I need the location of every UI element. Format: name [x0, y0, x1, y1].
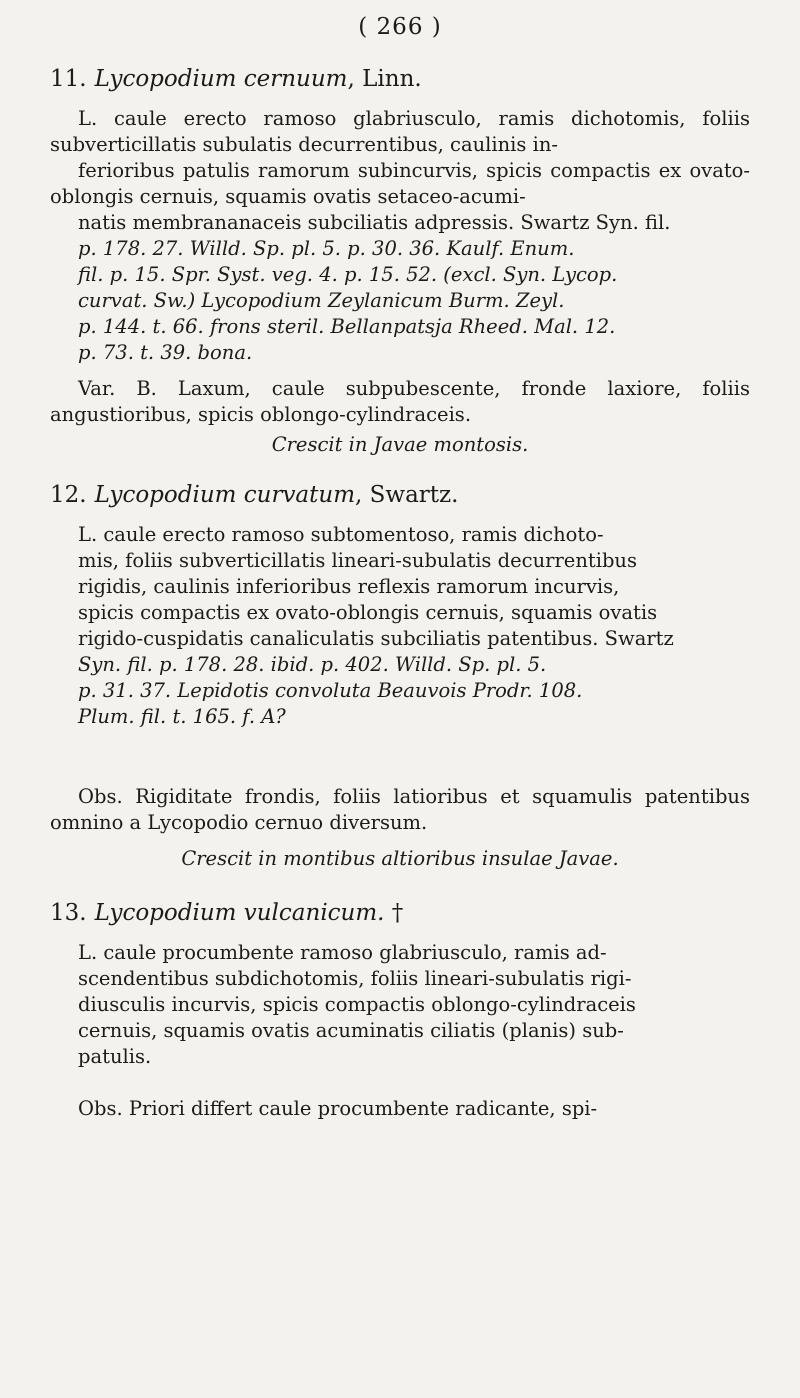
species-description: [50, 522, 750, 730]
species-description: [50, 940, 750, 1070]
species-number: 13.: [50, 900, 87, 926]
observation-note: Obs. Priori differt caule procumbente radicante, spi-: [78, 1097, 598, 1120]
species-name: Lycopodium vulcanicum.: [94, 900, 385, 926]
species-name: Lycopodium cernuum: [94, 66, 348, 92]
description-line: cernuis, squamis ovatis acuminatis ciliatis (planis) sub-: [78, 1019, 624, 1042]
description-line: diusculis incurvis, spicis compactis oblongo-cylindraceis: [78, 993, 636, 1016]
description-line: mis, foliis subverticillatis lineari-subulatis decurrentibus: [78, 549, 637, 572]
page-number: ( 266 ): [358, 14, 442, 40]
description-line: L. caule procumbente ramoso glabriusculo, ramis ad-: [78, 941, 607, 964]
species-number: 11.: [50, 66, 87, 92]
description-line: p. 31. 37. Lepidotis convoluta Beauvois Prodr. 108.: [78, 679, 583, 702]
species-description: [50, 106, 750, 366]
observation-note: Obs. Rigiditate frondis, foliis latioribus et squamulis patentibus omnino a Lycopodio cernuo diversum.: [50, 785, 750, 834]
species-author: , Linn.: [347, 66, 422, 92]
description-line: Syn. fil. p. 178. 28. ibid. p. 402. Willd. Sp. pl. 5.: [78, 653, 547, 676]
species-heading: [50, 898, 750, 928]
description-line: ferioribus patulis ramorum subincurvis, spicis compactis ex ovato-oblongis cernuis, squamis ovatis setaceo-acumi-: [50, 159, 750, 208]
description-line: Plum. fil. t. 165. f. A?: [78, 705, 286, 728]
description-line: curvat. Sw.) Lycopodium Zeylanicum Burm. Zeyl.: [78, 289, 565, 312]
species-heading: [50, 480, 750, 510]
description-line: p. 144. t. 66. frons steril. Bellanpatsja Rheed. Mal. 12.: [78, 315, 616, 338]
variety-note: Var. B. Laxum, caule subpubescente, fronde laxiore, foliis angustioribus, spicis oblongo-cylindraceis.: [50, 377, 750, 426]
description-line: patulis.: [78, 1045, 152, 1068]
species-author: †: [384, 900, 404, 926]
description-line: L. caule erecto ramoso subtomentoso, ramis dichoto-: [78, 523, 604, 546]
description-line: spicis compactis ex ovato-oblongis cernuis, squamis ovatis: [78, 601, 658, 624]
description-line: scendentibus subdichotomis, foliis lineari-subulatis rigi-: [78, 967, 632, 990]
description-line: fil. p. 15. Spr. Syst. veg. 4. p. 15. 52. (excl. Syn. Lycop.: [78, 263, 618, 286]
habitat-note: Crescit in Javae montosis.: [271, 433, 529, 456]
description-line: natis membrananaceis subciliatis adpressis. Swartz Syn. fil.: [78, 211, 671, 234]
habitat-note: Crescit in montibus altioribus insulae Javae.: [181, 847, 619, 870]
description-line: rigido-cuspidatis canaliculatis subciliatis patentibus. Swartz: [78, 627, 674, 650]
species-number: 12.: [50, 482, 87, 508]
description-line: rigidis, caulinis inferioribus reflexis ramorum incurvis,: [78, 575, 620, 598]
species-name: Lycopodium curvatum: [94, 482, 356, 508]
description-line: L. caule erecto ramoso glabriusculo, ramis dichotomis, foliis subverticillatis subulatis decurrentibus, caulinis in-: [50, 107, 750, 156]
species-heading: [50, 64, 750, 94]
description-line: p. 73. t. 39. bona.: [78, 341, 253, 364]
description-line: p. 178. 27. Willd. Sp. pl. 5. p. 30. 36. Kaulf. Enum.: [78, 237, 575, 260]
species-author: , Swartz.: [355, 482, 459, 508]
